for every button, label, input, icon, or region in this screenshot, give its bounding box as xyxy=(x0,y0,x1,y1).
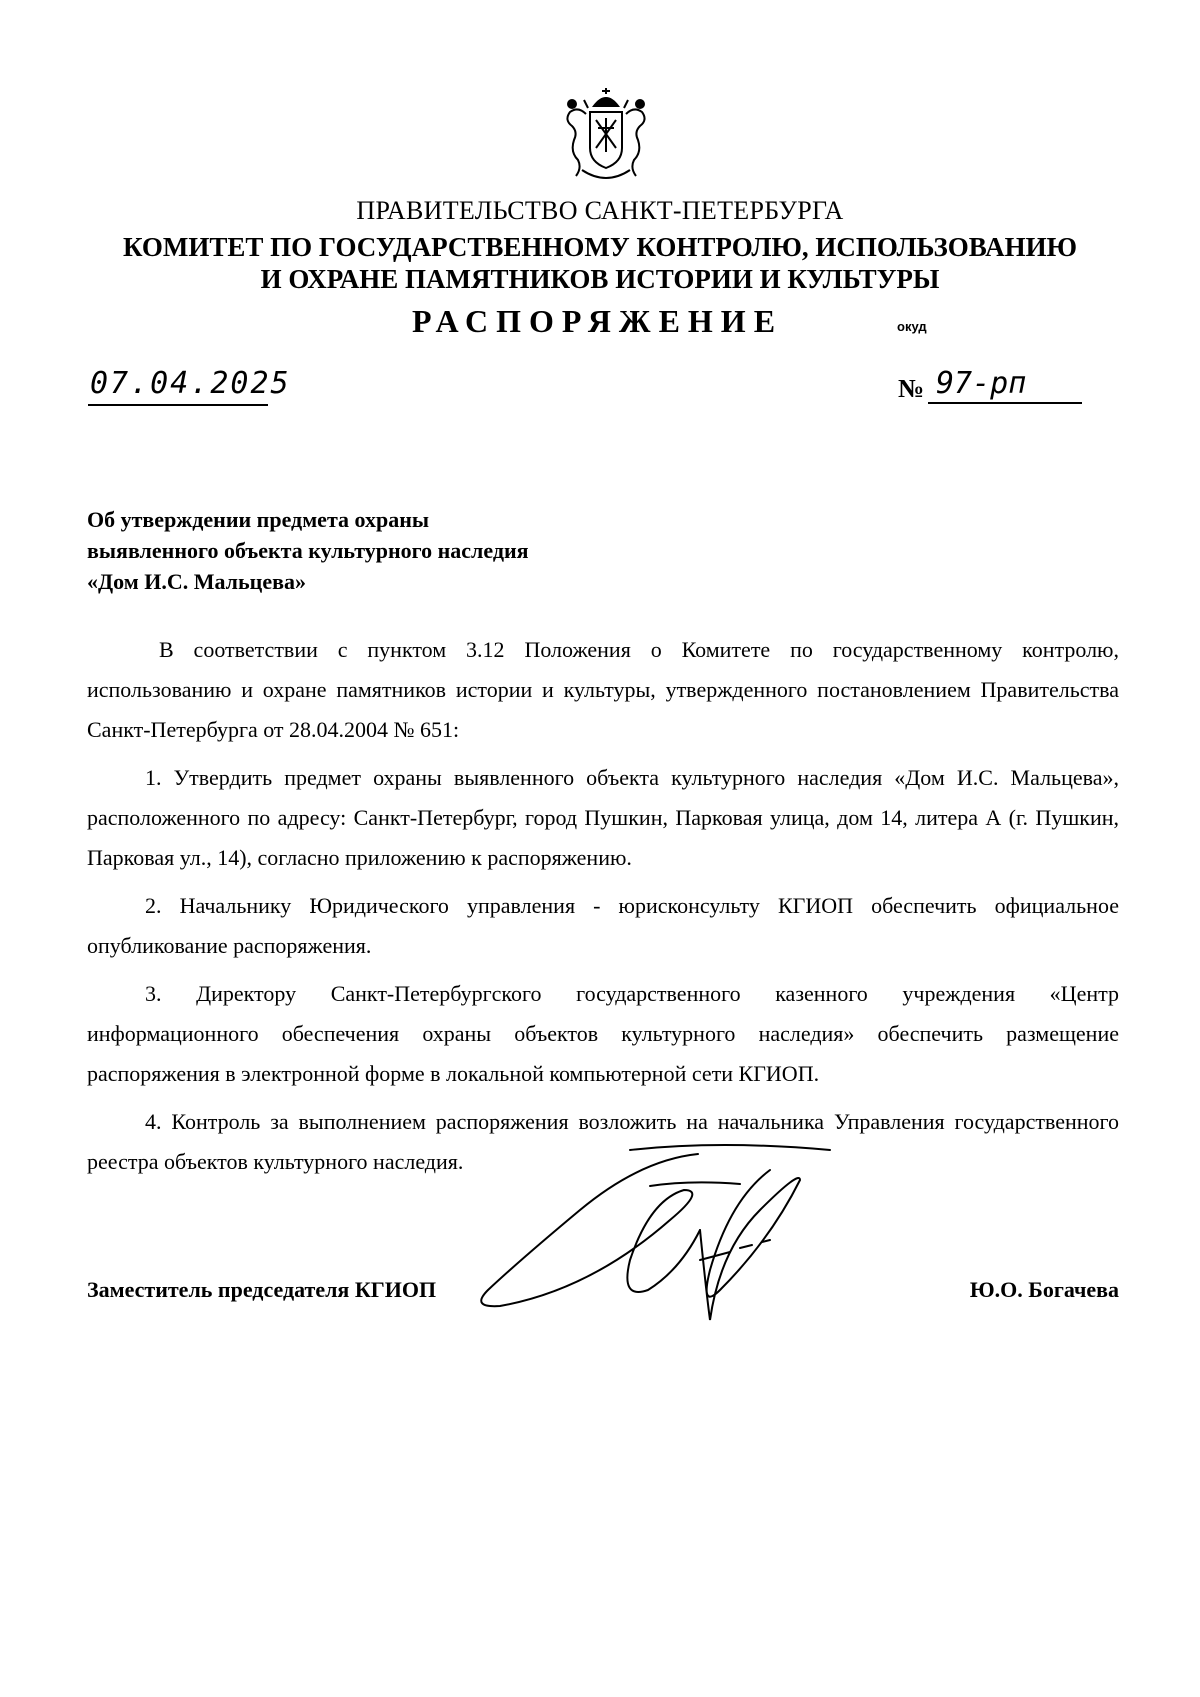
subject-line: Об утверждении предмета охраны xyxy=(87,507,430,532)
preamble-paragraph: В соответствии с пунктом 3.12 Положения о Комитете по государственному контролю, использованию и охране памятников истории и культуры, утвержденного постановлением Правительства Санкт-Петербурга от 28.04.2004 № 651: xyxy=(87,637,1119,742)
government-name: ПРАВИТЕЛЬСТВО САНКТ-ПЕТЕРБУРГА xyxy=(356,196,844,225)
committee-name-line1: КОМИТЕТ ПО ГОСУДАРСТВЕННОМУ КОНТРОЛЮ, ИСПОЛЬЗОВАНИЮ xyxy=(123,232,1077,262)
document-number: 97-рп xyxy=(936,366,1027,401)
signer-position: Заместитель председателя КГИОП xyxy=(87,1277,437,1302)
order-item-1: 1. Утвердить предмет охраны выявленного объекта культурного наследия «Дом И.С. Мальцева», расположенного по адресу: Санкт-Петербург, город Пушкин, Парковая улица, дом 14, литера А (г. Пушкин, Парковая ул., 14), согласно приложению к распоряжению. xyxy=(87,765,1119,870)
handwritten-signature xyxy=(470,1140,870,1360)
order-item-4: 4. Контроль за выполнением распоряжения возложить на начальника Управления государственного реестра объектов культурного наследия. xyxy=(87,1109,1119,1174)
order-item-3: 3. Директору Санкт-Петербургского государственного казенного учреждения «Центр информационного обеспечения охраны объектов культурного наследия» обеспечить размещение распоряжения в электронной форме в локальной компьютерной сети КГИОП. xyxy=(87,981,1119,1086)
subject-line: выявленного объекта культурного наследия xyxy=(87,538,529,563)
subject-line: «Дом И.С. Мальцева» xyxy=(87,569,306,594)
signer-name: Ю.О. Богачева xyxy=(969,1277,1119,1302)
coat-of-arms-icon xyxy=(556,86,656,186)
document-date: 07.04.2025 xyxy=(90,366,291,401)
okud-label: окуд xyxy=(897,319,927,334)
committee-name-line2: И ОХРАНЕ ПАМЯТНИКОВ ИСТОРИИ И КУЛЬТУРЫ xyxy=(260,264,940,294)
number-sign: № xyxy=(898,374,925,403)
order-item-2: 2. Начальнику Юридического управления - юрисконсульту КГИОП обеспечить официальное опубликование распоряжения. xyxy=(87,893,1119,958)
document-type: РАСПОРЯЖЕНИЕ xyxy=(412,303,784,339)
